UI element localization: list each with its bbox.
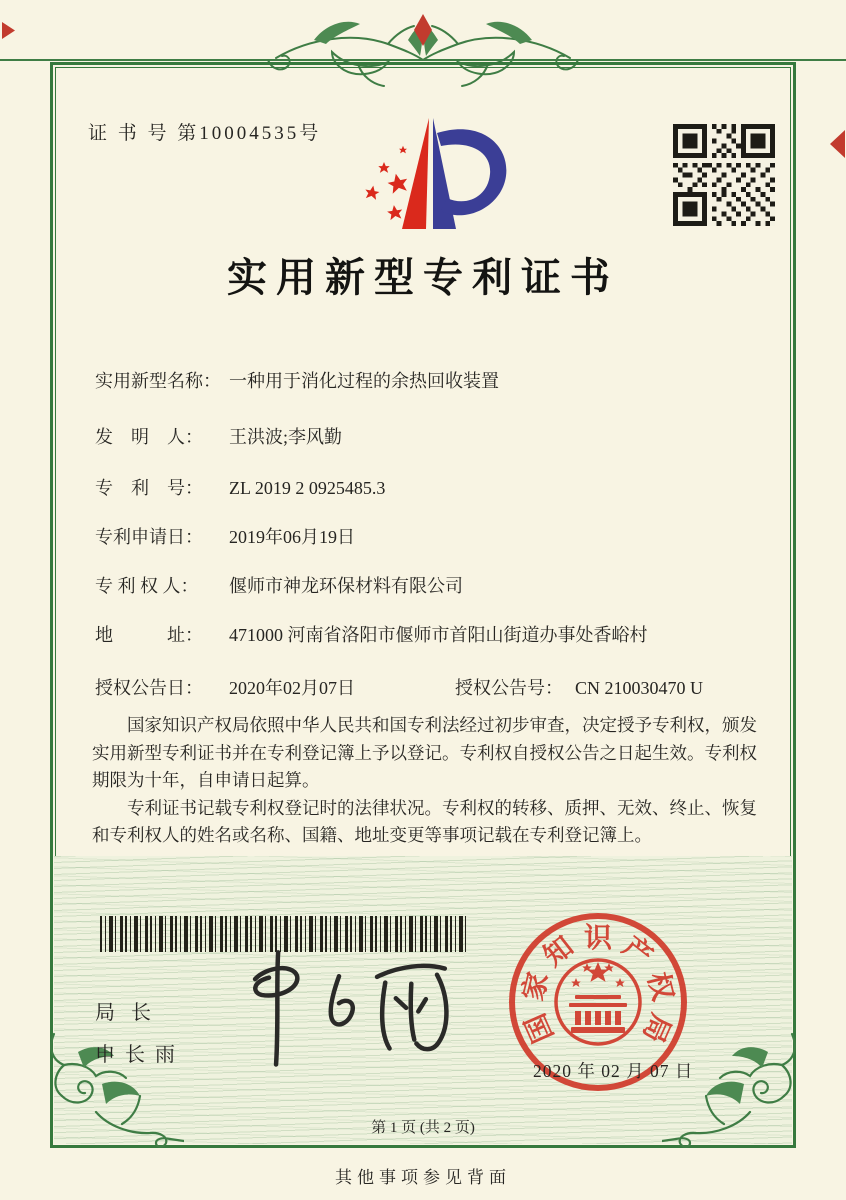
field-row-grant-number [455, 675, 765, 701]
left-edge-red-mark-icon [2, 22, 15, 39]
field-label: 专 利 号： [95, 478, 203, 498]
legal-paragraph-1: 国家知识产权局依照中华人民共和国专利法经过初步审查，决定授予专利权，颁发实用新型专利证书并在专利登记簿上予以登记。专利权自授权公告之日起生效。专利权期限为十年，自申请日起算。 [92, 715, 757, 790]
field-row-grant-date [95, 675, 445, 701]
field-value: 王洪波;李风勤 [229, 427, 343, 447]
seal-char: 知 [538, 931, 580, 973]
field-value: 2019年06月19日 [229, 527, 355, 547]
field-label: 实用新型名称： [95, 371, 221, 391]
seal-date: 2020 年 02 月 07 日 [533, 1061, 694, 1081]
qr-code-icon [673, 124, 775, 226]
field-value: CN 210030470 U [575, 678, 704, 698]
field-label: 授权公告号： [455, 678, 563, 698]
field-value: ZL 2019 2 0925485.3 [229, 478, 386, 498]
field-label: 地 址： [95, 625, 203, 645]
field-row-address [95, 622, 760, 648]
handwritten-signature-icon [226, 938, 465, 1071]
seal-char: 局 [636, 1008, 676, 1047]
field-value: 471000 河南省洛阳市偃师市首阳山街道办事处香峪村 [229, 625, 648, 645]
field-row-filing-date [95, 524, 760, 550]
footer-note: 其他事项参见背面 [335, 1168, 511, 1187]
legal-text [92, 712, 757, 850]
legal-paragraph-2: 专利证书记载专利权登记时的法律状况。专利权的转移、质押、无效、终止、恢复和专利权人的姓名或名称、国籍、地址变更等事项记载在专利登记簿上。 [92, 797, 757, 845]
field-value: 偃师市神龙环保材料有限公司 [229, 576, 463, 596]
field-row-patentee [95, 573, 760, 599]
field-row-patent-number [95, 475, 760, 501]
signer-title: 局长 [95, 1002, 167, 1024]
certificate-number: 证 书 号 第10004535号 [88, 123, 322, 144]
certificate-title: 实用新型专利证书 [227, 255, 619, 300]
national-emblem-icon [556, 960, 640, 1044]
seal-char: 国 [520, 1008, 560, 1047]
page-number: 第 1 页 (共 2 页) [371, 1120, 475, 1136]
field-value: 一种用于消化过程的余热回收装置 [229, 371, 499, 391]
seal-char: 识 [583, 923, 613, 954]
seal-char: 家 [517, 969, 555, 1004]
right-edge-red-mark-icon [830, 130, 845, 158]
signer-name: 申长雨 [95, 1044, 185, 1066]
field-row-utility-model-name [95, 368, 760, 394]
field-label: 专 利 权 人： [95, 576, 199, 596]
cnipa-patent-logo-icon [345, 113, 520, 235]
field-label: 专利申请日： [95, 527, 203, 547]
field-row-inventors [95, 424, 760, 450]
seal-char: 产 [616, 931, 658, 973]
seal-char: 权 [641, 969, 679, 1004]
field-label: 授权公告日： [95, 678, 203, 698]
field-value: 2020年02月07日 [229, 678, 355, 698]
field-label: 发 明 人： [95, 427, 203, 447]
